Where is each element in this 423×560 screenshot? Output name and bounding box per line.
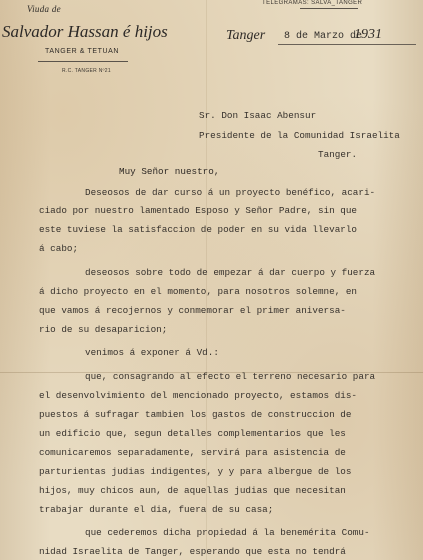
body-line: que cederemos dicha propiedad á la benemérita Comu- <box>85 527 370 538</box>
body-line: ciado por nuestro lamentado Esposo y Señor Padre, sin que <box>39 205 358 216</box>
body-line: venimos á exponer á Vd.: <box>85 347 219 358</box>
body-line: trabajar durante el dia, fuera de su casa; <box>39 504 274 515</box>
body-line: el desenvolvimiento del mencionado proyecto, estamos dis- <box>39 390 358 401</box>
body-line: rio de su desaparicion; <box>39 324 168 335</box>
recipient-line-1: Sr. Don Isaac Abensur <box>199 110 317 121</box>
body-line: un edificio que, segun detalles complementarios que les <box>39 428 346 439</box>
body-line: Deseosos de dar curso á un proyecto benéfico, acari- <box>85 187 376 198</box>
letterhead-registry: R.C. TANGER Nº21 <box>62 68 111 74</box>
date-city: Tanger <box>226 28 266 43</box>
body-line: hijos, muy chicos aun, de aquellas judias que necesitan <box>39 485 346 496</box>
recipient-line-2: Presidente de la Comunidad Israelita <box>199 130 400 141</box>
telegram-address: TELEGRAMAS: SALVA_TANGER <box>262 0 363 6</box>
body-line: este tuviese la satisfaccion de poder en su vida llevarlo <box>39 224 358 235</box>
body-line: á dicho proyecto en el momento, para nosotros solemne, en <box>39 286 358 297</box>
salutation: Muy Señor nuestro, <box>119 166 220 177</box>
body-line: deseosos sobre todo de empezar á dar cuerpo y fuerza <box>85 267 376 278</box>
letterhead-firm-name: Salvador Hassan é hijos <box>2 22 168 41</box>
letterhead-rule <box>38 61 128 62</box>
date-year: 1931 <box>354 27 382 42</box>
body-line: comunicaremos separadamente, servirá para asistencia de <box>39 447 346 458</box>
body-line: á cabo; <box>39 243 79 254</box>
recipient-line-3: Tanger. <box>318 149 358 160</box>
body-line: puestos á sufragar tambien los gastos de construccion de <box>39 409 352 420</box>
telegram-rule <box>300 8 358 9</box>
letterhead-viuda: Viuda de <box>27 4 61 14</box>
date-text: 8 de Marzo de <box>284 31 363 42</box>
letterhead-cities: TANGER & TETUAN <box>45 48 120 55</box>
date-underline <box>278 44 416 45</box>
body-line: nidad Israelita de Tanger, esperando que esta no tendrá <box>39 546 346 557</box>
body-line: que, consagrando al efecto el terreno necesario para <box>85 371 376 382</box>
body-line: parturientas judias indigentes, y y para albergue de los <box>39 466 352 477</box>
body-line: que vamos á recojernos y conmemorar el primer aniversa- <box>39 305 346 316</box>
